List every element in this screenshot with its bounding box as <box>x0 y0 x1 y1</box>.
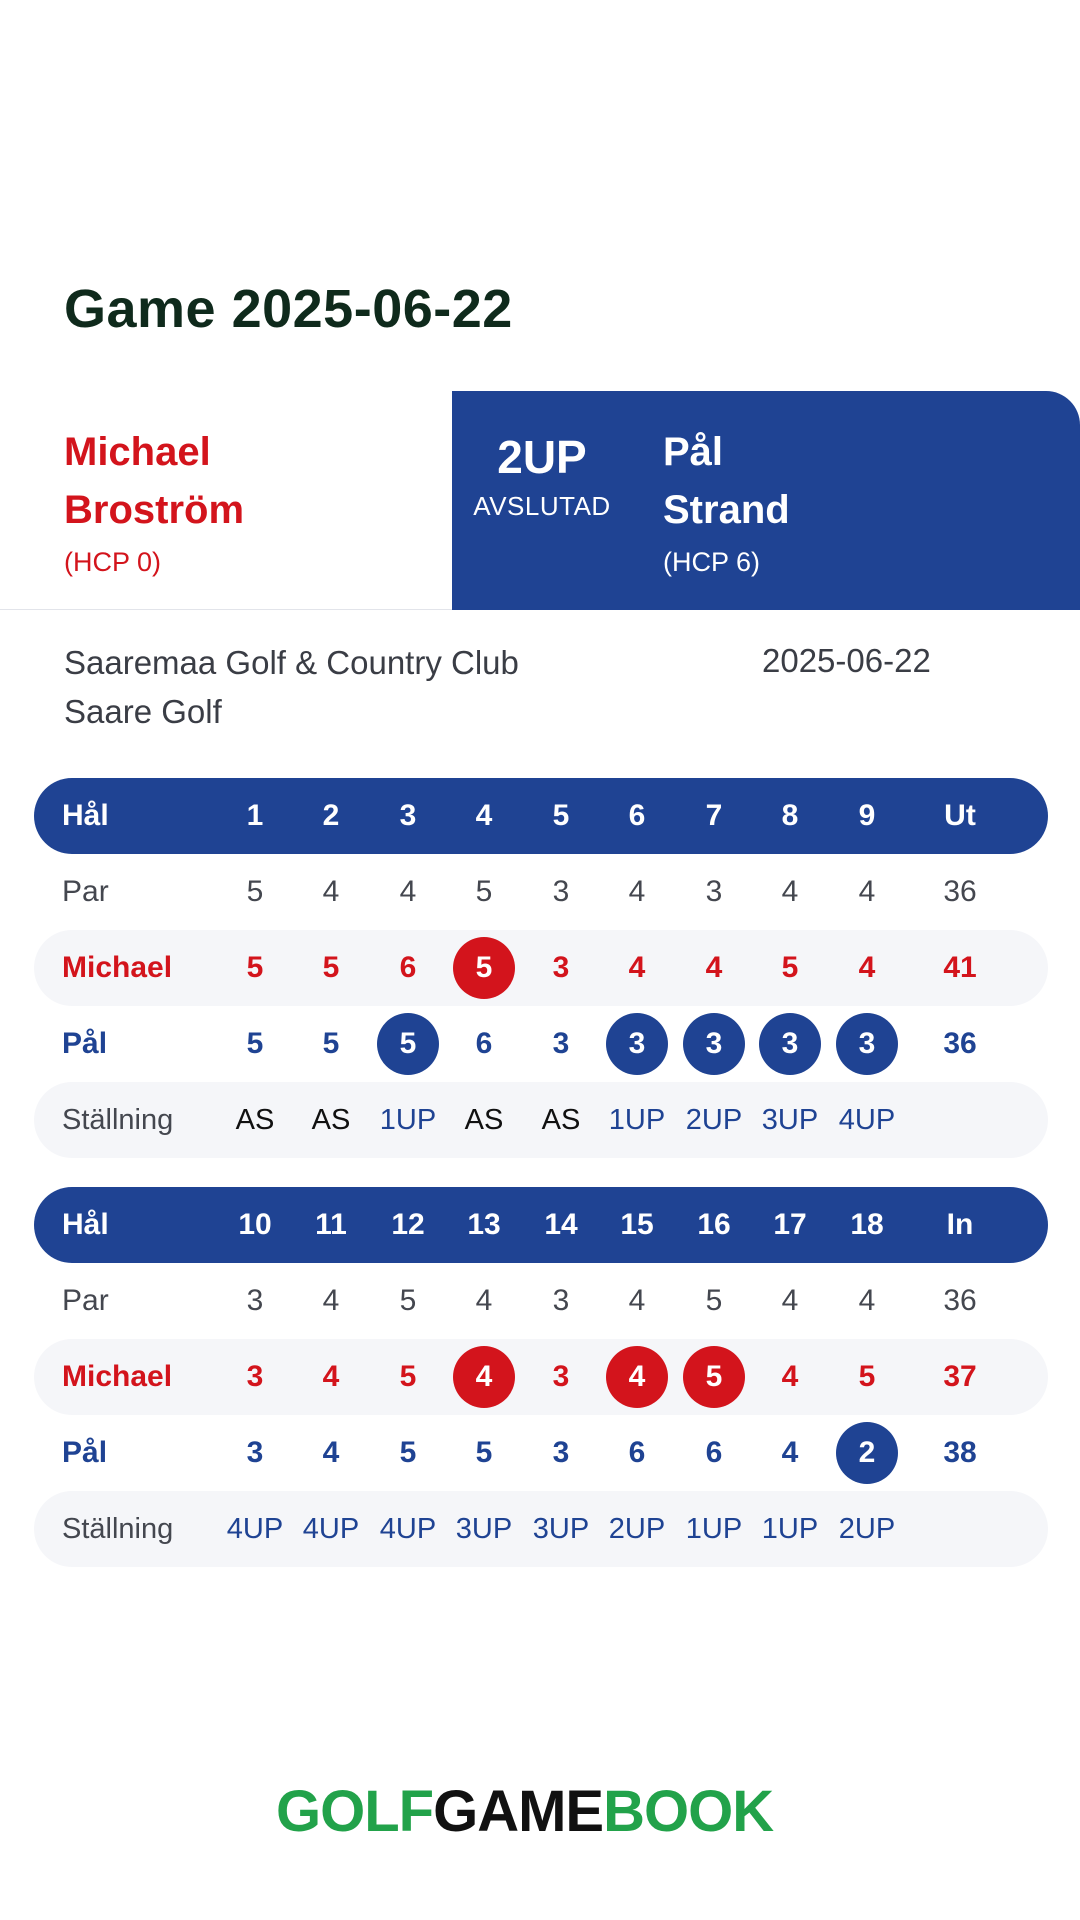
score-cell <box>595 1415 679 1491</box>
hole-number: 14 <box>544 1208 578 1241</box>
score-value: 3 <box>759 1013 821 1075</box>
course-info <box>64 638 519 736</box>
par-row <box>34 854 1048 930</box>
match-header <box>0 391 1080 610</box>
score-cell <box>289 1415 373 1491</box>
club-name: Saaremaa Golf & Country Club <box>64 644 519 681</box>
standing-label: Ställning <box>62 1513 174 1545</box>
standing-value: 2UP <box>685 1104 743 1136</box>
page-title: Game 2025-06-22 <box>64 279 513 339</box>
score-value: 4 <box>705 951 723 984</box>
score-cell <box>519 1415 603 1491</box>
hole-won-cell <box>595 1339 679 1415</box>
hole-number: 11 <box>315 1208 347 1241</box>
par-value: 3 <box>705 875 723 908</box>
hole-number: 15 <box>620 1208 654 1241</box>
par-value: 4 <box>781 875 799 908</box>
score-value: 6 <box>628 1436 646 1469</box>
par-value: 3 <box>552 1284 570 1317</box>
game-date: 2025-06-22 <box>762 642 931 679</box>
score-cell <box>519 1006 603 1082</box>
hole-number: 3 <box>399 799 417 832</box>
hole-number: 2 <box>322 799 340 832</box>
score-cell <box>289 930 373 1006</box>
standing-label: Ställning <box>62 1104 174 1136</box>
course-name: Saare Golf <box>64 693 222 730</box>
score-cell <box>366 1415 450 1491</box>
par-row <box>34 1263 1048 1339</box>
player-2-label: Pål <box>62 1436 108 1469</box>
score-total: 41 <box>943 951 977 984</box>
score-cell <box>213 1415 297 1491</box>
score-value: 5 <box>377 1013 439 1075</box>
par-value: 4 <box>399 875 417 908</box>
hole-won-cell <box>672 1006 756 1082</box>
standing-value: AS <box>235 1104 275 1136</box>
player-1-label: Michael <box>62 1360 173 1393</box>
score-value: 5 <box>683 1346 745 1408</box>
score-value: 3 <box>552 1436 570 1469</box>
score-cell <box>442 1415 526 1491</box>
score-cell <box>672 1415 756 1491</box>
score-cell <box>595 930 679 1006</box>
player-2-score-row <box>34 1006 1048 1082</box>
hole-number: 1 <box>246 799 264 832</box>
par-value: 5 <box>399 1284 417 1317</box>
standing-value: 1UP <box>608 1104 666 1136</box>
player-2-last-name: Strand <box>663 488 790 532</box>
score-value: 5 <box>453 937 515 999</box>
hole-won-cell <box>825 1415 909 1491</box>
logo-part-golf: GOLF <box>276 1779 434 1844</box>
score-cell <box>289 1006 373 1082</box>
hole-number: 6 <box>628 799 646 832</box>
score-total: 36 <box>943 1027 977 1060</box>
player-2-score-row <box>34 1415 1048 1491</box>
standing-value: AS <box>464 1104 504 1136</box>
score-value: 6 <box>399 951 417 984</box>
par-value: 5 <box>246 875 264 908</box>
score-value: 5 <box>399 1436 417 1469</box>
holes-label: Hål <box>62 799 109 832</box>
standing-value: 4UP <box>226 1513 284 1545</box>
score-value: 4 <box>322 1360 340 1393</box>
score-value: 4 <box>606 1346 668 1408</box>
par-value: 4 <box>628 1284 646 1317</box>
player-2-name <box>663 423 1043 539</box>
score-value: 6 <box>705 1436 723 1469</box>
par-value: 5 <box>705 1284 723 1317</box>
hole-won-cell <box>748 1006 832 1082</box>
par-label: Par <box>62 875 109 908</box>
standing-row <box>34 1491 1048 1567</box>
hole-won-cell <box>442 930 526 1006</box>
par-value: 4 <box>628 875 646 908</box>
score-cell <box>748 930 832 1006</box>
hole-won-cell <box>825 1006 909 1082</box>
par-value: 4 <box>858 875 876 908</box>
standing-value: 2UP <box>838 1513 896 1545</box>
standing-value: 4UP <box>838 1104 896 1136</box>
holes-label: Hål <box>62 1208 109 1241</box>
player-2-hcp: (HCP 6) <box>663 547 761 577</box>
player-1-score-row <box>34 1339 1048 1415</box>
par-value: 5 <box>475 875 493 908</box>
hole-number: 5 <box>552 799 570 832</box>
standing-value: AS <box>311 1104 351 1136</box>
par-value: 4 <box>322 1284 340 1317</box>
score-value: 3 <box>552 1027 570 1060</box>
hole-number: 4 <box>475 799 493 832</box>
hole-number: 7 <box>705 799 723 832</box>
standing-value: AS <box>541 1104 581 1136</box>
score-value: 5 <box>475 1436 493 1469</box>
score-value: 4 <box>453 1346 515 1408</box>
score-value: 4 <box>858 951 876 984</box>
score-value: 3 <box>552 1360 570 1393</box>
par-value: 4 <box>781 1284 799 1317</box>
score-cell <box>825 930 909 1006</box>
total-label: In <box>946 1208 974 1241</box>
par-label: Par <box>62 1284 109 1317</box>
score-value: 3 <box>246 1436 264 1469</box>
standing-value: 4UP <box>379 1513 437 1545</box>
par-value: 3 <box>552 875 570 908</box>
hole-won-cell <box>672 1339 756 1415</box>
score-cell <box>519 930 603 1006</box>
player-1-last-name: Broström <box>64 488 245 532</box>
score-cell <box>366 930 450 1006</box>
par-value: 4 <box>858 1284 876 1317</box>
score-value: 5 <box>399 1360 417 1393</box>
score-value: 4 <box>781 1436 799 1469</box>
score-cell <box>366 1339 450 1415</box>
golfgamebook-logo <box>276 1778 773 1845</box>
hole-won-cell <box>366 1006 450 1082</box>
standing-value: 4UP <box>302 1513 360 1545</box>
hole-number: 16 <box>697 1208 731 1241</box>
score-value: 3 <box>246 1360 264 1393</box>
holes-header-row <box>34 778 1048 854</box>
hole-won-cell <box>442 1339 526 1415</box>
par-value: 3 <box>246 1284 264 1317</box>
score-total: 38 <box>943 1436 977 1469</box>
player-1-panel <box>0 391 452 610</box>
score-value: 3 <box>552 951 570 984</box>
score-value: 5 <box>781 951 799 984</box>
player-2-panel <box>452 391 1080 610</box>
standing-value: 3UP <box>532 1513 590 1545</box>
result-score: 2UP <box>497 431 587 483</box>
player-1-label: Michael <box>62 951 173 984</box>
logo-part-book: BOOK <box>603 1779 774 1844</box>
score-total: 37 <box>943 1360 977 1393</box>
score-value: 4 <box>781 1360 799 1393</box>
score-value: 5 <box>246 951 264 984</box>
logo-part-game: GAME <box>433 1779 604 1844</box>
player-1-first-name: Michael <box>64 430 211 474</box>
score-value: 3 <box>683 1013 745 1075</box>
par-total: 36 <box>943 1284 977 1317</box>
standing-row <box>34 1082 1048 1158</box>
score-cell <box>519 1339 603 1415</box>
standing-value: 2UP <box>608 1513 666 1545</box>
score-cell <box>289 1339 373 1415</box>
player-2-label: Pål <box>62 1027 108 1060</box>
holes-header-row <box>34 1187 1048 1263</box>
total-label: Ut <box>944 799 976 832</box>
standing-value: 3UP <box>761 1104 819 1136</box>
result-status: AVSLUTAD <box>473 491 611 521</box>
score-value: 4 <box>628 951 646 984</box>
standing-value: 1UP <box>379 1104 437 1136</box>
hole-number: 8 <box>781 799 799 832</box>
score-cell <box>213 1339 297 1415</box>
score-cell <box>213 930 297 1006</box>
player-1-score-row <box>34 930 1048 1006</box>
standing-value: 1UP <box>685 1513 743 1545</box>
hole-number: 9 <box>858 799 876 832</box>
match-result <box>452 429 632 523</box>
score-cell <box>442 1006 526 1082</box>
score-cell <box>748 1339 832 1415</box>
score-cell <box>825 1339 909 1415</box>
score-value: 3 <box>836 1013 898 1075</box>
hole-number: 10 <box>238 1208 272 1241</box>
player-1-hcp: (HCP 0) <box>64 547 162 577</box>
score-value: 5 <box>322 1027 340 1060</box>
par-total: 36 <box>943 875 977 908</box>
score-value: 2 <box>836 1422 898 1484</box>
score-value: 3 <box>606 1013 668 1075</box>
hole-number: 13 <box>467 1208 501 1241</box>
hole-number: 18 <box>850 1208 884 1241</box>
par-value: 4 <box>322 875 340 908</box>
score-value: 5 <box>246 1027 264 1060</box>
standing-value: 1UP <box>761 1513 819 1545</box>
player-1-name <box>64 423 424 539</box>
score-cell <box>213 1006 297 1082</box>
player-2-first-name: Pål <box>663 430 724 474</box>
score-value: 5 <box>322 951 340 984</box>
score-value: 5 <box>858 1360 876 1393</box>
score-value: 4 <box>322 1436 340 1469</box>
hole-number: 12 <box>391 1208 425 1241</box>
par-value: 4 <box>475 1284 493 1317</box>
hole-number: 17 <box>773 1208 807 1241</box>
hole-won-cell <box>595 1006 679 1082</box>
score-value: 6 <box>475 1027 493 1060</box>
standing-value: 3UP <box>455 1513 513 1545</box>
score-cell <box>672 930 756 1006</box>
score-cell <box>748 1415 832 1491</box>
